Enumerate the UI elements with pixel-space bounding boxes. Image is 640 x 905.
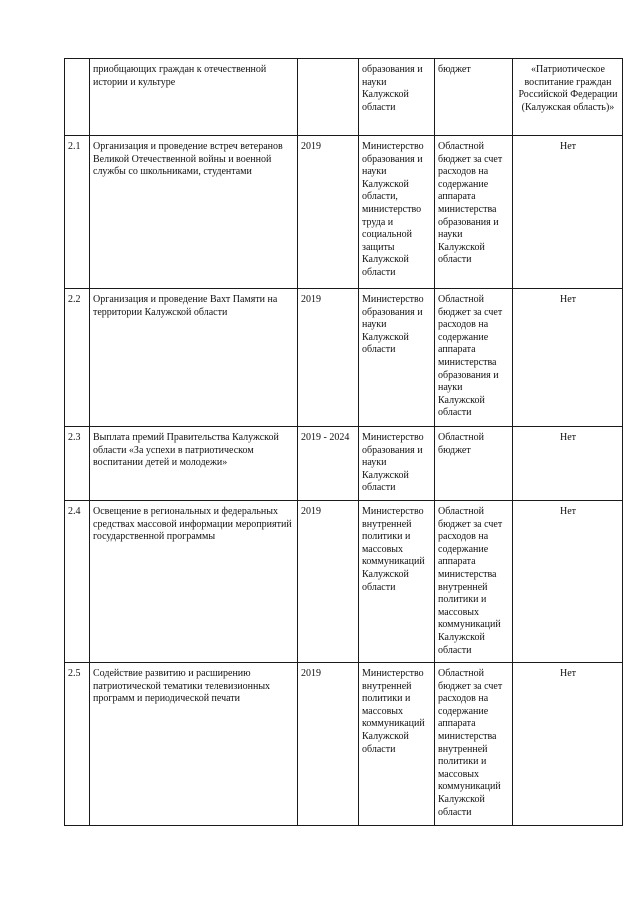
program-cell: «Патриотическое воспитание граждан Российской Федерации (Калужская область)» bbox=[513, 59, 623, 136]
table-row bbox=[65, 136, 623, 289]
table-row bbox=[65, 427, 623, 501]
period-cell bbox=[298, 59, 359, 136]
program-cell: Нет bbox=[513, 427, 623, 501]
funding-source-cell: Областной бюджет за счет расходов на содержание аппарата министерства образования и науки Калужской области bbox=[435, 136, 513, 289]
table-row bbox=[65, 59, 623, 136]
row-number: 2.1 bbox=[65, 136, 90, 289]
executor-cell: Министерство образования и науки Калужской области bbox=[359, 427, 435, 501]
activity-name: Освещение в региональных и федеральных средствах массовой информации мероприятий государственной программы bbox=[90, 501, 298, 663]
funding-source-cell: Областной бюджет за счет расходов на содержание аппарата министерства внутренней политики и массовых коммуникаций Калужской области bbox=[435, 501, 513, 663]
row-number: 2.4 bbox=[65, 501, 90, 663]
program-cell: Нет bbox=[513, 136, 623, 289]
funding-source-cell: Областной бюджет за счет расходов на содержание аппарата министерства образования и науки Калужской области bbox=[435, 289, 513, 427]
activity-name: Содействие развитию и расширению патриотической тематики телевизионных программ и периодической печати bbox=[90, 663, 298, 826]
activities-table bbox=[64, 58, 623, 826]
activity-name: Организация и проведение Вахт Памяти на территории Калужской области bbox=[90, 289, 298, 427]
funding-source-cell: бюджет bbox=[435, 59, 513, 136]
table-row bbox=[65, 663, 623, 826]
period-cell: 2019 bbox=[298, 663, 359, 826]
executor-cell: Министерство образования и науки Калужской области, министерство труда и социальной защиты Калужской области bbox=[359, 136, 435, 289]
program-cell: Нет bbox=[513, 663, 623, 826]
funding-source-cell: Областной бюджет bbox=[435, 427, 513, 501]
period-cell: 2019 - 2024 bbox=[298, 427, 359, 501]
program-cell: Нет bbox=[513, 501, 623, 663]
executor-cell: Министерство внутренней политики и массовых коммуникаций Калужской области bbox=[359, 501, 435, 663]
activity-name: Выплата премий Правительства Калужской области «За успехи в патриотическом воспитании детей и молодежи» bbox=[90, 427, 298, 501]
row-number: 2.3 bbox=[65, 427, 90, 501]
executor-cell: Министерство образования и науки Калужской области bbox=[359, 289, 435, 427]
executor-cell: Министерство внутренней политики и массовых коммуникаций Калужской области bbox=[359, 663, 435, 826]
program-cell: Нет bbox=[513, 289, 623, 427]
activity-name: Организация и проведение встреч ветеранов Великой Отечественной войны и военной службы со школьниками, студентами bbox=[90, 136, 298, 289]
executor-cell: образования и науки Калужской области bbox=[359, 59, 435, 136]
period-cell: 2019 bbox=[298, 289, 359, 427]
row-number: 2.2 bbox=[65, 289, 90, 427]
table-row bbox=[65, 501, 623, 663]
activity-name: приобщающих граждан к отечественной истории и культуре bbox=[90, 59, 298, 136]
funding-source-cell: Областной бюджет за счет расходов на содержание аппарата министерства внутренней политики и массовых коммуникаций Калужской области bbox=[435, 663, 513, 826]
period-cell: 2019 bbox=[298, 136, 359, 289]
period-cell: 2019 bbox=[298, 501, 359, 663]
row-number: 2.5 bbox=[65, 663, 90, 826]
row-number bbox=[65, 59, 90, 136]
table-row bbox=[65, 289, 623, 427]
